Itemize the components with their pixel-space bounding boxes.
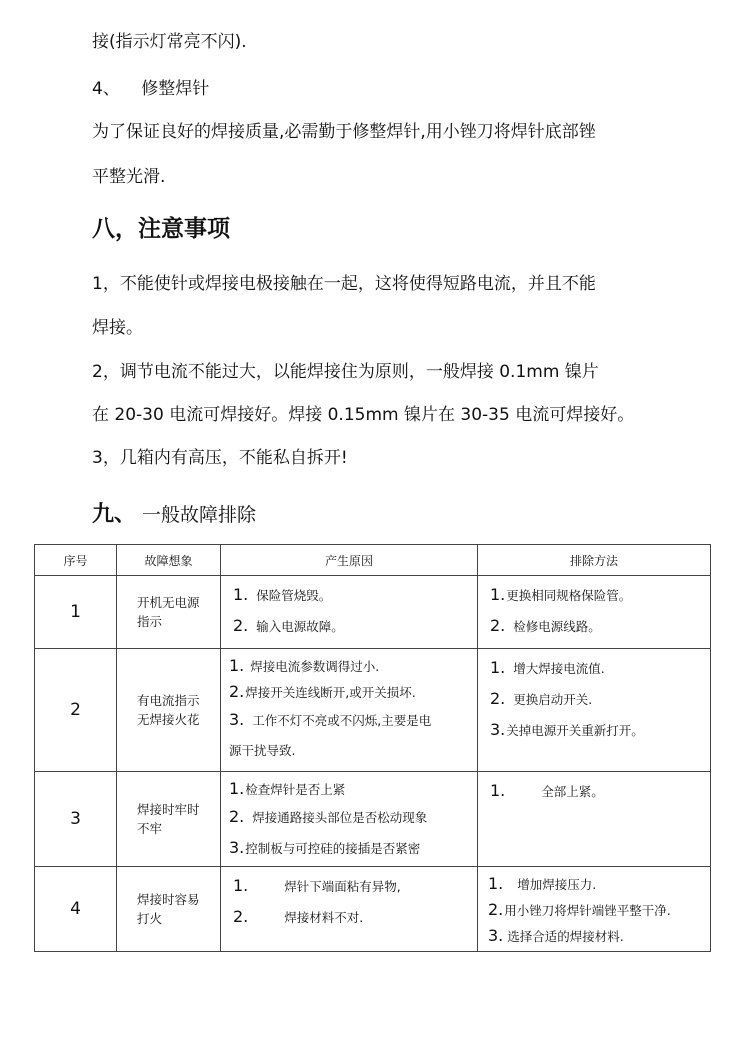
item-4-heading <box>92 77 209 101</box>
fix-text: 增加焊接压力. <box>517 877 597 892</box>
item-4-title: 修整焊针 <box>141 79 210 99</box>
cause-number: 1. <box>233 876 249 895</box>
table-row <box>35 772 711 867</box>
cause-text: 焊接电流参数调得过小. <box>250 659 380 674</box>
fix-text: 关掉电源开关重新打开。 <box>506 723 644 738</box>
table-header-row <box>35 545 711 576</box>
cause-text: 保险管烧毁。 <box>256 588 332 603</box>
cause-number: 2. <box>229 807 245 826</box>
header-cause: 产生原因 <box>221 545 478 576</box>
row-index: 2 <box>35 649 117 772</box>
row-symptom <box>117 772 221 867</box>
fix-item <box>488 871 702 897</box>
section-8-heading: 八，注意事项 <box>92 216 230 242</box>
table-row <box>35 576 711 649</box>
row-fixes <box>478 649 711 772</box>
fix-item <box>490 653 702 684</box>
cause-text: 焊接开关连线断开,或开关损坏. <box>245 685 416 700</box>
fix-number: 3. <box>488 926 504 945</box>
cause-text: 焊接通路接头部位是否松动现象 <box>252 810 428 825</box>
cause-number: 1. <box>229 656 245 675</box>
cause-item <box>229 802 469 833</box>
header-index: 序号 <box>35 545 117 576</box>
table-row <box>35 867 711 952</box>
fix-number: 1. <box>488 874 504 893</box>
cause-number: 2. <box>229 682 245 701</box>
cause-item <box>233 580 469 611</box>
fix-item <box>490 684 702 715</box>
cause-text: 检查焊针是否上紧 <box>245 782 346 797</box>
row-fixes <box>478 867 711 952</box>
cause-number: 1. <box>233 585 249 604</box>
fix-item <box>490 611 702 642</box>
symptom-line: 焊接时容易 <box>137 892 200 907</box>
note-1-line-1: 1，不能使针或焊接电极接触在一起，这将使得短路电流，并且不能 <box>92 274 596 294</box>
item-4-number: 4、 <box>92 79 120 99</box>
fix-number: 1. <box>490 585 506 604</box>
fix-number: 2. <box>488 900 504 919</box>
row-index: 1 <box>35 576 117 649</box>
fix-text: 更换启动开关. <box>513 692 593 707</box>
fix-number: 1. <box>490 658 506 677</box>
cause-continuation: 源干扰导致. <box>229 743 296 758</box>
cause-item <box>233 611 469 642</box>
section-9-title: 一般故障排除 <box>142 504 257 526</box>
cause-item <box>233 902 469 933</box>
symptom-line: 开机无电源 <box>137 595 200 610</box>
row-fixes <box>478 772 711 867</box>
row-fixes <box>478 576 711 649</box>
fix-number: 2. <box>490 616 506 635</box>
paragraph-line-2: 平整光滑. <box>92 167 166 187</box>
fix-text: 用小锉刀将焊针端锉平整干净. <box>504 903 671 918</box>
note-2-line-1: 2，调节电流不能过大，以能焊接住为原则，一般焊接 0.1mm 镍片 <box>92 362 599 382</box>
symptom-line: 打火 <box>137 911 163 926</box>
fix-text: 选择合适的焊接材料. <box>507 929 624 944</box>
cause-number: 3. <box>229 838 245 857</box>
symptom-line: 有电流指示 <box>137 693 200 708</box>
cause-number: 2. <box>233 907 249 926</box>
cause-item <box>229 679 469 705</box>
fix-item <box>488 923 702 949</box>
note-2-line-2: 在 20-30 电流可焊接好。焊接 0.15mm 镍片在 30-35 电流可焊接好。 <box>92 405 635 425</box>
row-symptom <box>117 867 221 952</box>
row-causes <box>221 772 478 867</box>
cause-item <box>229 833 469 864</box>
fix-text: 全部上紧。 <box>541 784 604 799</box>
cause-number: 1. <box>229 779 245 798</box>
symptom-line: 焊接时牢时 <box>137 802 200 817</box>
fix-item <box>490 580 702 611</box>
row-causes <box>221 576 478 649</box>
fix-text: 更换相同规格保险管。 <box>506 588 632 603</box>
fix-item <box>488 897 702 923</box>
cause-text: 输入电源故障。 <box>256 619 344 634</box>
section-9-heading <box>92 500 256 531</box>
cause-number: 3. <box>229 710 245 729</box>
fix-item <box>490 776 702 807</box>
fault-table <box>34 544 711 952</box>
cause-number: 2. <box>233 616 249 635</box>
symptom-line: 不牢 <box>137 821 163 836</box>
table-row <box>35 649 711 772</box>
cause-item <box>229 776 469 802</box>
symptom-line: 指示 <box>137 614 163 629</box>
header-symptom: 故障想象 <box>117 545 221 576</box>
row-index: 4 <box>35 867 117 952</box>
continuation-line: 接(指示灯常亮不闪). <box>92 32 247 52</box>
row-symptom <box>117 576 221 649</box>
note-1-line-2: 焊接。 <box>92 318 143 338</box>
paragraph-line-1: 为了保证良好的焊接质量,必需勤于修整焊针,用小锉刀将焊针底部锉 <box>92 122 596 142</box>
symptom-line: 无焊接火花 <box>137 712 200 727</box>
fix-number: 3. <box>490 720 506 739</box>
cause-item <box>233 871 469 902</box>
cause-item <box>229 705 469 736</box>
cause-text: 焊针下端面粘有异物, <box>284 879 401 894</box>
fix-text: 检修电源线路。 <box>513 619 601 634</box>
row-causes <box>221 649 478 772</box>
fix-number: 1. <box>490 781 506 800</box>
row-index: 3 <box>35 772 117 867</box>
cause-text: 焊接材料不对. <box>284 910 364 925</box>
fix-item <box>490 715 702 746</box>
cause-item <box>229 653 469 679</box>
row-causes <box>221 867 478 952</box>
note-3: 3，几箱内有高压，不能私自拆开! <box>92 448 348 468</box>
cause-text: 工作不灯不亮或不闪烁,主要是电 <box>252 713 432 728</box>
section-9-number: 九、 <box>92 502 137 527</box>
fix-text: 增大焊接电流值. <box>513 661 605 676</box>
row-symptom <box>117 649 221 772</box>
fix-number: 2. <box>490 689 506 708</box>
header-solution: 排除方法 <box>478 545 711 576</box>
cause-text: 控制板与可控硅的接插是否紧密 <box>245 841 421 856</box>
